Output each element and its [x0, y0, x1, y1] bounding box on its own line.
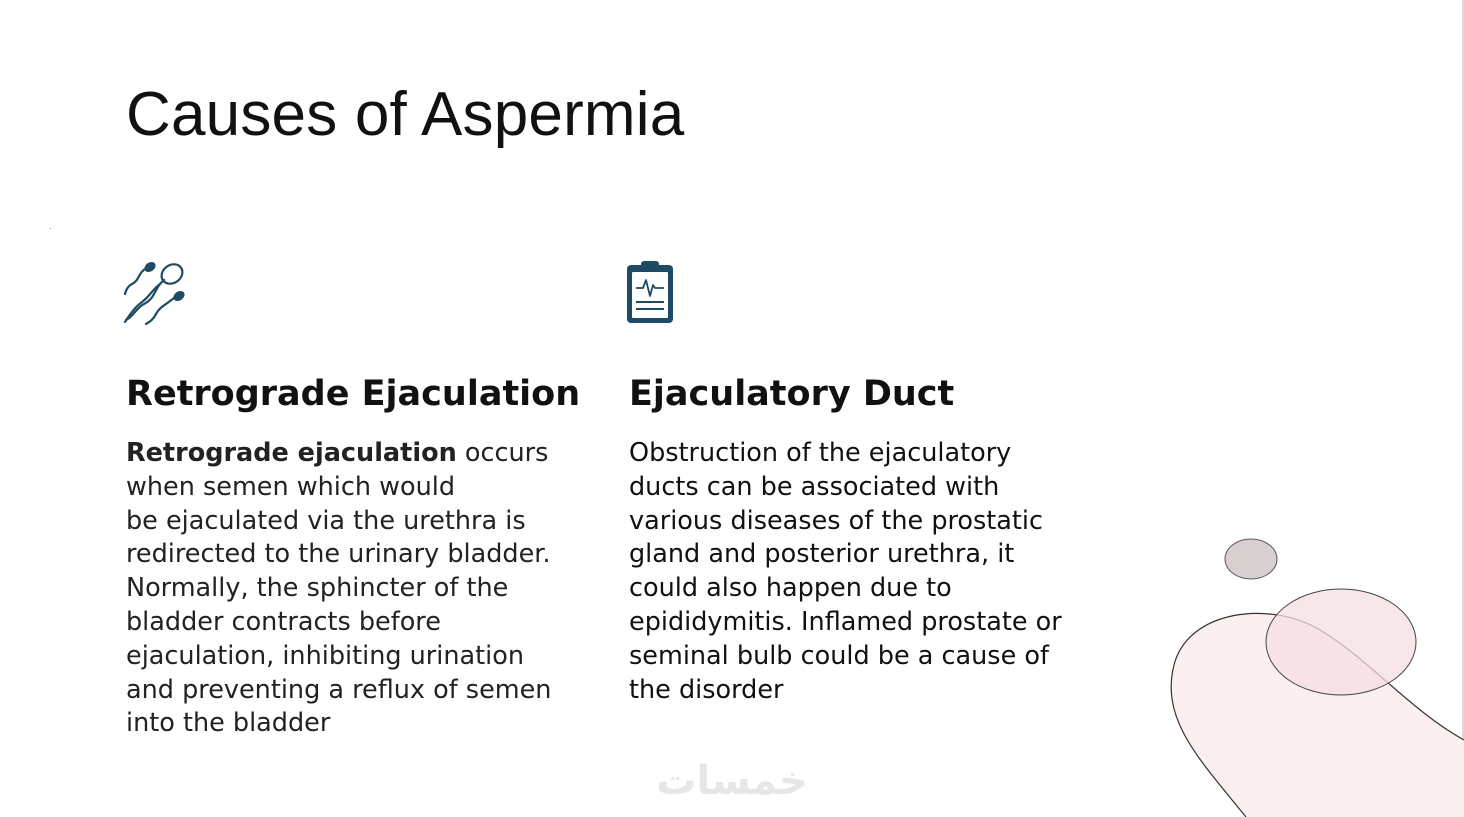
text-line: ducts can be associated with: [629, 471, 1000, 502]
text-line: the disorder: [629, 674, 784, 705]
text-line: seminal bulb could be a cause of: [629, 640, 1049, 671]
slide-title: Causes of Aspermia: [126, 80, 685, 149]
text-line: Normally, the sphincter of the: [126, 573, 509, 604]
retrograde-ejaculation-heading: Retrograde Ejaculation: [126, 374, 581, 414]
stray-dot: [50, 228, 51, 229]
text-line: ejaculation, inhibiting urination: [126, 640, 525, 671]
text-fragment: occurs: [456, 438, 549, 468]
text-line: epididymitis. Inflamed prostate or: [629, 606, 1062, 637]
text-line: into the bladder: [126, 708, 331, 739]
text-line: bladder contracts before: [126, 606, 441, 637]
clipboard-heartbeat-icon: [622, 258, 678, 326]
text-line: gland and posterior urethra, it: [629, 539, 1015, 570]
text-line: various diseases of the prostatic: [629, 505, 1044, 536]
decorative-shapes: [1160, 530, 1464, 817]
sperm-icon: [120, 258, 190, 328]
text-line: Obstruction of the ejaculatory: [629, 438, 1012, 468]
text-line: redirected to the urinary bladder.: [126, 539, 551, 570]
retrograde-ejaculation-text: [126, 437, 566, 741]
ejaculatory-duct-heading: Ejaculatory Duct: [629, 374, 955, 414]
text-line: when semen which would: [126, 471, 456, 502]
text-line: [126, 437, 566, 471]
text-line: and preventing a reflux of semen: [126, 674, 552, 705]
ejaculatory-duct-text: [629, 437, 1069, 707]
text-line: be ejaculated via the urethra is: [126, 505, 526, 536]
bold-term: Retrograde ejaculation: [126, 438, 457, 468]
text-line: could also happen due to: [629, 573, 952, 604]
watermark-logo: [642, 756, 822, 806]
watermark-text: خمسات: [656, 758, 808, 804]
